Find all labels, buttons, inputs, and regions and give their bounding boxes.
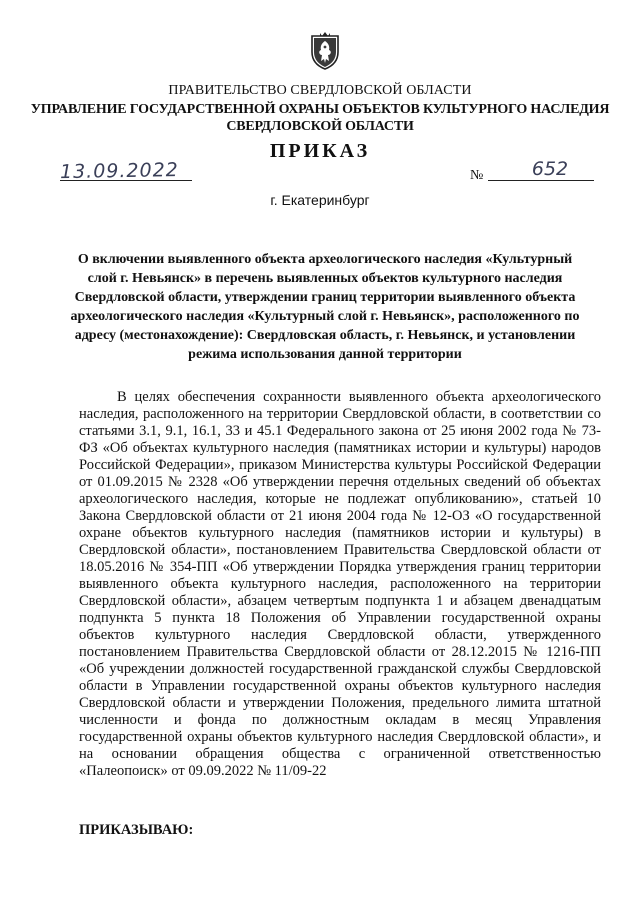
document-type: ПРИКАЗ <box>269 140 371 162</box>
department-name-line2: СВЕРДЛОВСКОЙ ОБЛАСТИ <box>226 119 414 134</box>
department-name <box>0 101 640 135</box>
order-subject: О включении выявленного объекта археологического наследия «Культурный слой г. Невьянск» в перечень выявленных объектов культурного наследия Свердловской области, утверждении границ территории выявленного объекта археологического наследия «Культурный слой г. Невьянск», расположенного по адресу (местонахождение): Свердловская область, г. Невьянск, и установлении режима использования данной территории <box>70 252 580 362</box>
order-directive: ПРИКАЗЫВАЮ: <box>79 822 194 838</box>
preamble-paragraph: В целях обеспечения сохранности выявленного объекта археологического наследия, расположенного на территории Свердловской области, в соответствии со статьями 3.1, 9.1, 16.1, 33 и 45.1 Федерального закона от 25 июня 2002 года № 73-ФЗ «Об объектах культурного наследия (памятниках истории и культуры) народов Российской Федерации», приказом Министерства культуры Российской Федерации от 01.09.2015 № 2328 «Об утверждении перечня отдельных сведений об объектах археологического наследия, которые не подлежат опубликованию», статьей 10 Закона Свердловской области от 21 июня 2004 года № 12-ОЗ «О государственной охране объектов культурного наследия (памятников истории и культуры) в Свердловской области», постановлением Правительства Свердловской области от 18.05.2016 № 354-ПП «Об утверждении Порядка утверждения границ территории выявленного объекта культурного наследия, расположенного на территории Свердловской области», абзацем четвертым подпункта 1 и абзацем двенадцатым подпункта 5 пункта 18 Положения об Управлении государственной охраны объектов культурного наследия Свердловской области, утвержденного постановлением Правительства Свердловской области от 28.12.2015 № 1216-ПП «Об учреждении должностей государственной гражданской службы Свердловской области в Управлении государственной охраны объектов культурного наследия Свердловской области и утверждении Положения, предельного лимита штатной численности и фонда по должностным окладам в месяц Управления государственной охраны объектов культурного наследия Свердловской области», и на основании обращения общества с ограниченной ответственностью «Палеопоиск» от 09.09.2022 № 11/09-22 <box>79 389 601 779</box>
city: г. Екатеринбург <box>270 192 370 208</box>
order-date: 13.09.2022 <box>59 159 179 184</box>
coat-of-arms-icon <box>309 30 341 70</box>
number-underline <box>488 180 594 181</box>
date-underline <box>60 180 192 181</box>
number-sign: № <box>470 168 484 183</box>
order-number: 652 <box>531 158 569 180</box>
department-name-line1: УПРАВЛЕНИЕ ГОСУДАРСТВЕННОЙ ОХРАНЫ ОБЪЕКТОВ КУЛЬТУРНОГО НАСЛЕДИЯ <box>30 102 610 117</box>
government-name: ПРАВИТЕЛЬСТВО СВЕРДЛОВСКОЙ ОБЛАСТИ <box>168 83 472 98</box>
